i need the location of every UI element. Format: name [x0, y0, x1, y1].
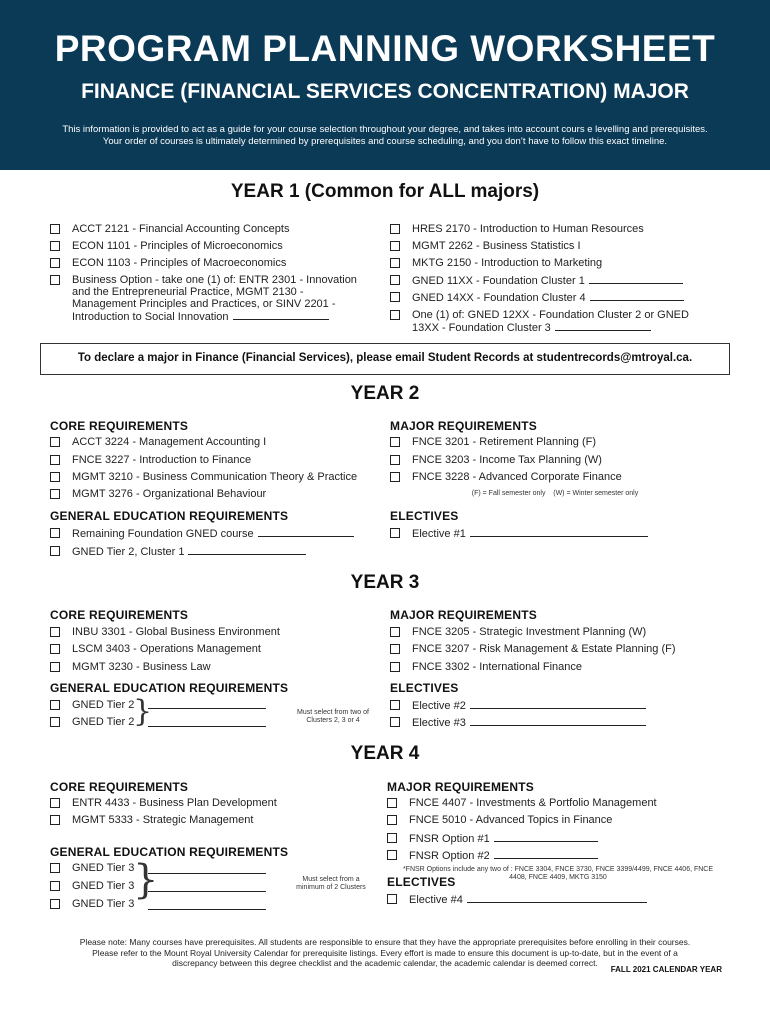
course-item: MGMT 3210 - Business Communication Theory & Practice: [50, 471, 357, 483]
blank-line[interactable]: [590, 291, 684, 301]
checkbox[interactable]: [390, 644, 400, 654]
course-item: Elective #2: [390, 699, 646, 712]
course-item: ENTR 4433 - Business Plan Development: [50, 797, 277, 809]
intro-note-line: This information is provided to act as a guide for your course selection throughout your degree, and takes into account cours e levelling and prerequisites.: [62, 124, 708, 135]
brace-icon: }: [133, 857, 159, 903]
course-item: FNCE 3227 - Introduction to Finance: [50, 454, 251, 466]
blank-line[interactable]: [589, 274, 683, 284]
checkbox[interactable]: [50, 528, 60, 538]
year-2-title: YEAR 2: [350, 383, 420, 404]
major-requirements-heading: MAJOR REQUIREMENTS: [390, 608, 537, 622]
course-item: FNSR Option #2: [387, 849, 598, 862]
year-4-title: YEAR 4: [350, 743, 420, 764]
gen-ed-heading: GENERAL EDUCATION REQUIREMENTS: [50, 681, 289, 695]
checkbox[interactable]: [50, 489, 60, 499]
course-item: FNSR Option #1: [387, 832, 598, 845]
checkbox[interactable]: [390, 310, 400, 320]
course-item: GNED 11XX - Foundation Cluster 1: [390, 274, 683, 287]
course-item: FNCE 3201 - Retirement Planning (F): [390, 436, 596, 448]
checkbox[interactable]: [50, 863, 60, 873]
page-subtitle: FINANCE (FINANCIAL SERVICES CONCENTRATION) MAJOR: [81, 80, 689, 103]
core-requirements-heading: CORE REQUIREMENTS: [50, 608, 189, 622]
course-item: Elective #4: [387, 893, 647, 906]
checkbox[interactable]: [50, 700, 60, 710]
gen-ed-note: Must select from two of Clusters 2, 3 or 4: [297, 709, 369, 724]
gen-ed-heading: GENERAL EDUCATION REQUIREMENTS: [50, 509, 289, 523]
checkbox[interactable]: [50, 224, 60, 234]
gen-ed-note: Must select from a minimum of 2 Clusters: [296, 876, 366, 891]
checkbox[interactable]: [390, 241, 400, 251]
blank-line[interactable]: [470, 527, 648, 537]
footer-disclaimer: Please note: Many courses have prerequisites. All students are responsible to ensure that they have the appropriate prerequisites before enrolling in their courses. Please refer to the Mount Royal University Calendar for prerequisite listings. Every effort is made to ensure this document is up-to-date, but in the event of a discrepancy between this degree checklist and the academic calendar, the academic calendar is deemed correct.: [79, 937, 691, 968]
course-item: FNCE 3203 - Income Tax Planning (W): [390, 454, 602, 466]
blank-line[interactable]: [148, 698, 266, 709]
intro-note-line: Your order of courses is ultimately determined by prerequisites and course scheduling, and you don’t have to follow this exact timeline.: [102, 136, 668, 147]
year-1-title: YEAR 1 (Common for ALL majors): [230, 181, 540, 202]
blank-line[interactable]: [148, 716, 266, 727]
course-item: MGMT 2262 - Business Statistics I: [390, 240, 581, 252]
blank-line[interactable]: [467, 893, 647, 903]
checkbox[interactable]: [50, 899, 60, 909]
declare-major-notice: To declare a major in Finance (Financial Services), please email Student Records at studentrecords@mtroyal.ca.: [40, 343, 730, 375]
course-item: GNED Tier 3: [50, 880, 134, 892]
checkbox[interactable]: [50, 546, 60, 556]
checkbox[interactable]: [390, 292, 400, 302]
course-item: ECON 1103 - Principles of Macroeconomics: [50, 257, 286, 269]
blank-line[interactable]: [148, 863, 266, 874]
major-requirements-heading: MAJOR REQUIREMENTS: [390, 419, 537, 433]
checkbox[interactable]: [390, 717, 400, 727]
intro-note: [0, 124, 770, 148]
checkbox[interactable]: [390, 700, 400, 710]
checkbox[interactable]: [50, 881, 60, 891]
course-item: Business Option - take one (1) of: ENTR 2301 - Innovation and the Entrepreneurial Practice, MGMT 2130 - Management Principles and Practices, or SINV 2201 - Introduction to Social Innovation: [50, 274, 380, 323]
checkbox[interactable]: [390, 437, 400, 447]
course-item: MKTG 2150 - Introduction to Marketing: [390, 257, 602, 269]
blank-line[interactable]: [148, 881, 266, 892]
checkbox[interactable]: [50, 717, 60, 727]
course-item: Elective #3: [390, 716, 646, 729]
course-item: LSCM 3403 - Operations Management: [50, 643, 261, 655]
course-item: FNCE 5010 - Advanced Topics in Finance: [387, 814, 612, 826]
checkbox[interactable]: [390, 472, 400, 482]
checkbox[interactable]: [387, 850, 397, 860]
course-item: ACCT 2121 - Financial Accounting Concepts: [50, 223, 289, 235]
blank-line[interactable]: [494, 832, 598, 842]
course-item: FNCE 3207 - Risk Management & Estate Planning (F): [390, 643, 676, 655]
course-item: FNCE 3302 - International Finance: [390, 661, 582, 673]
checkbox[interactable]: [387, 798, 397, 808]
checkbox[interactable]: [50, 258, 60, 268]
course-item: MGMT 3230 - Business Law: [50, 661, 211, 673]
blank-line[interactable]: [258, 527, 354, 537]
course-item: HRES 2170 - Introduction to Human Resources: [390, 223, 644, 235]
gen-ed-heading: GENERAL EDUCATION REQUIREMENTS: [50, 845, 289, 859]
blank-line[interactable]: [470, 716, 646, 726]
major-requirements-heading: MAJOR REQUIREMENTS: [387, 780, 534, 794]
course-item: MGMT 3276 - Organizational Behaviour: [50, 488, 266, 500]
checkbox[interactable]: [50, 644, 60, 654]
course-item: MGMT 5333 - Strategic Management: [50, 814, 253, 826]
checkbox[interactable]: [50, 437, 60, 447]
course-item: GNED Tier 3: [50, 862, 134, 874]
course-item: GNED Tier 2, Cluster 1: [50, 545, 306, 558]
course-item: Remaining Foundation GNED course: [50, 527, 354, 540]
checkbox[interactable]: [50, 815, 60, 825]
course-item: INBU 3301 - Global Business Environment: [50, 626, 280, 638]
checkbox[interactable]: [390, 224, 400, 234]
course-item: ACCT 3224 - Management Accounting I: [50, 436, 266, 448]
checkbox[interactable]: [50, 275, 60, 285]
semester-legend: (F) = Fall semester only (W) = Winter semester only: [471, 490, 639, 497]
checkbox[interactable]: [387, 815, 397, 825]
year-3-title: YEAR 3: [350, 572, 420, 593]
checkbox[interactable]: [390, 275, 400, 285]
brace-icon: }: [133, 694, 153, 729]
checkbox[interactable]: [390, 258, 400, 268]
checkbox[interactable]: [390, 528, 400, 538]
course-item: GNED Tier 2: [50, 699, 134, 711]
core-requirements-heading: CORE REQUIREMENTS: [50, 419, 189, 433]
blank-line[interactable]: [148, 899, 266, 910]
core-requirements-heading: CORE REQUIREMENTS: [50, 780, 189, 794]
blank-line[interactable]: [470, 699, 646, 709]
checkbox[interactable]: [50, 241, 60, 251]
checkbox[interactable]: [390, 627, 400, 637]
blank-line[interactable]: [188, 545, 306, 555]
checkbox[interactable]: [50, 472, 60, 482]
course-item: One (1) of: GNED 12XX - Foundation Cluster 2 or GNED 13XX - Foundation Cluster 3: [390, 309, 730, 334]
blank-line[interactable]: [494, 849, 598, 859]
checkbox[interactable]: [390, 455, 400, 465]
checkbox[interactable]: [50, 627, 60, 637]
course-item: FNCE 4407 - Investments & Portfolio Management: [387, 797, 657, 809]
course-item: GNED Tier 2: [50, 716, 134, 728]
header-banner: [0, 0, 770, 170]
course-item: FNCE 3228 - Advanced Corporate Finance: [390, 471, 622, 483]
course-item: ECON 1101 - Principles of Microeconomics: [50, 240, 283, 252]
calendar-year-tag: FALL 2021 CALENDAR YEAR: [610, 965, 722, 974]
checkbox[interactable]: [387, 894, 397, 904]
course-item: FNCE 3205 - Strategic Investment Planning (W): [390, 626, 646, 638]
course-item: GNED Tier 3: [50, 898, 134, 910]
course-item: GNED 14XX - Foundation Cluster 4: [390, 291, 684, 304]
blank-line[interactable]: [233, 310, 329, 320]
course-item: Elective #1: [390, 527, 648, 540]
electives-heading: ELECTIVES: [387, 875, 456, 889]
blank-line[interactable]: [555, 321, 651, 331]
electives-heading: ELECTIVES: [390, 509, 459, 523]
checkbox[interactable]: [390, 662, 400, 672]
checkbox[interactable]: [50, 455, 60, 465]
electives-heading: ELECTIVES: [390, 681, 459, 695]
checkbox[interactable]: [387, 833, 397, 843]
checkbox[interactable]: [50, 662, 60, 672]
fnsr-options-note: *FNSR Options include any two of : FNCE 3304, FNCE 3730, FNCE 3399/4499, FNCE 4406, FNCE 4408, FNCE 4409, MKTG 3150: [402, 866, 714, 881]
checkbox[interactable]: [50, 798, 60, 808]
page-title: PROGRAM PLANNING WORKSHEET: [54, 28, 716, 69]
